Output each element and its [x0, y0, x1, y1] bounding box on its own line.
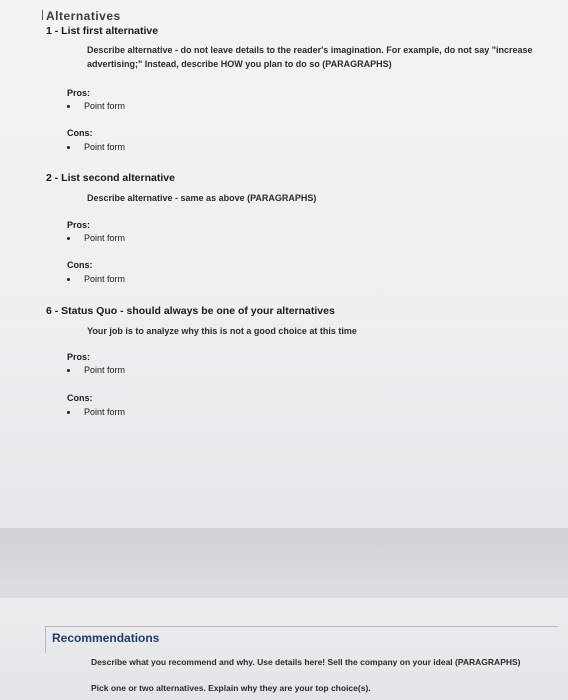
- alternative-3-description: Your job is to analyze why this is not a good choice at this time: [87, 326, 357, 336]
- alternative-3-cons-label: Cons:: [67, 393, 93, 403]
- alternative-3-pros-item: Point form: [67, 365, 125, 375]
- bullet-icon: [67, 146, 70, 149]
- alternative-2-description: Describe alternative - same as above (PARAGRAPHS): [87, 193, 317, 203]
- bullet-icon: [67, 237, 70, 240]
- alternative-3-heading: 6 - Status Quo - should always be one of your alternatives: [46, 305, 335, 317]
- alternative-1-cons-label: Cons:: [67, 128, 93, 138]
- bullet-icon: [67, 278, 70, 281]
- alternative-2-heading: 2 - List second alternative: [46, 172, 175, 184]
- alternative-1-pros-item: Point form: [67, 101, 125, 111]
- bullet-icon: [67, 411, 70, 414]
- alternative-1-pros-label: Pros:: [67, 88, 91, 98]
- alternative-1-cons-item: Point form: [67, 142, 125, 152]
- cursor-mark: [42, 10, 43, 20]
- alternative-2-cons-item: Point form: [67, 274, 125, 284]
- alternative-1-description-line2: advertising;" Instead, describe HOW you plan to do so (PARAGRAPHS): [87, 59, 392, 69]
- alternative-3-cons-item: Point form: [67, 407, 125, 417]
- recommendations-line1: Describe what you recommend and why. Use details here! Sell the company on your ideal (PARAGRAPHS): [91, 657, 521, 667]
- alternative-2-pros-label: Pros:: [67, 220, 91, 230]
- recommendations-title: Recommendations: [52, 631, 160, 645]
- recommendations-line2: Pick one or two alternatives. Explain why they are your top choice(s).: [91, 683, 371, 693]
- bullet-icon: [67, 369, 70, 372]
- alternative-2-pros-item: Point form: [67, 233, 125, 243]
- alternative-1-description-line1: Describe alternative - do not leave details to the reader's imagination. For example, do not say "increase: [87, 45, 533, 55]
- alternative-2-cons-label: Cons:: [67, 260, 93, 270]
- bullet-icon: [67, 105, 70, 108]
- alternative-3-pros-label: Pros:: [67, 352, 91, 362]
- page-gap: [0, 528, 568, 598]
- alternative-1-heading: 1 - List first alternative: [46, 25, 159, 37]
- section-heading-cut: [46, 6, 121, 14]
